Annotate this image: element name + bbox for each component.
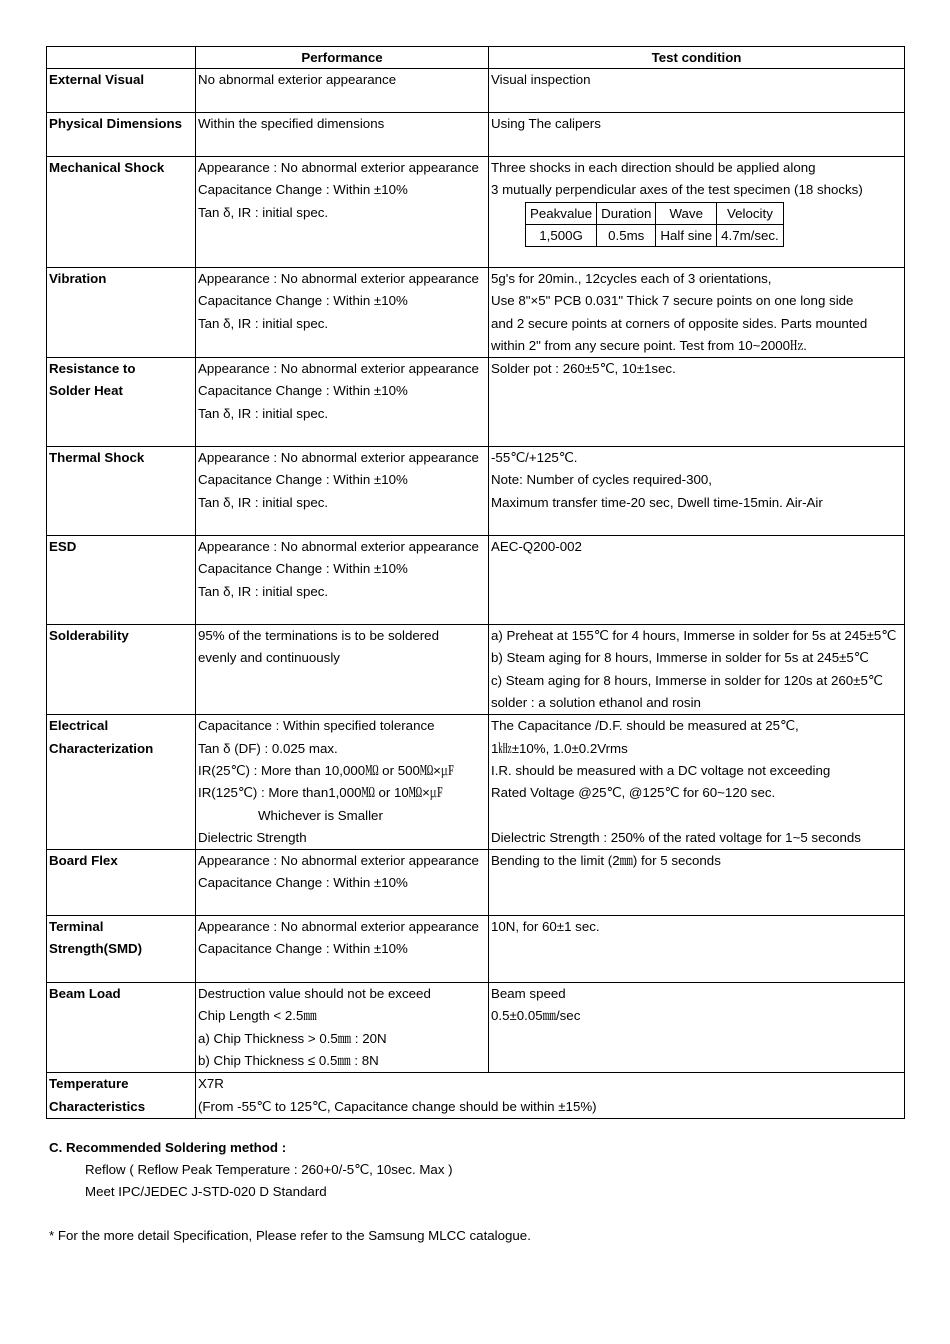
test-item-label: Solderability (49, 628, 129, 644)
test-condition-text: within 2" from any secure point. Test from 10~2000㎐. (491, 337, 808, 353)
performance-text: evenly and continuously (198, 650, 340, 666)
test-item-cell (47, 983, 196, 1073)
performance-text: Appearance : No abnormal exterior appearance (198, 361, 479, 377)
test-item-cell (47, 268, 196, 358)
performance-cell (196, 447, 489, 536)
test-condition-text: 10N, for 60±1 sec. (491, 919, 600, 935)
performance-text: No abnormal exterior appearance (198, 72, 397, 87)
performance-text: Destruction value should not be exceed (198, 986, 431, 1002)
test-condition-text: Dielectric Strength : 250% of the rated voltage for 1~5 seconds (491, 829, 861, 845)
test-item-cell (47, 157, 196, 268)
test-item-label: Thermal Shock (49, 450, 145, 466)
test-item-label: Solder Heat (49, 383, 123, 399)
performance-cell (196, 715, 489, 850)
test-item-label: Electrical (49, 718, 109, 734)
table-row (47, 268, 905, 358)
performance-text: Chip Length < 2.5㎜ (198, 1008, 317, 1024)
performance-text: IR(125℃) : More than1,000㏁ or 10㏁×㎌ (198, 785, 444, 801)
test-item-label: Board Flex (49, 853, 118, 869)
test-condition-text: a) Preheat at 155℃ for 4 hours, Immerse in solder for 5s at 245±5℃ (491, 628, 897, 644)
table-row (47, 113, 905, 157)
test-condition-text: The Capacitance /D.F. should be measured at 25℃, (491, 718, 799, 734)
performance-text: Capacitance Change : Within ±10% (198, 561, 408, 577)
test-item-label: Characteristics (49, 1098, 146, 1114)
performance-text: Within the specified dimensions (198, 116, 385, 131)
header-test-condition: Test condition (489, 47, 905, 69)
performance-text: Capacitance Change : Within ±10% (198, 293, 408, 309)
test-item-cell (47, 850, 196, 916)
test-item-label: Characterization (49, 740, 154, 756)
test-condition-text: Visual inspection (491, 72, 591, 87)
performance-text: Appearance : No abnormal exterior appearance (198, 160, 479, 175)
test-item-label: Temperature (49, 1076, 129, 1092)
test-condition-text: 3 mutually perpendicular axes of the test specimen (18 shocks) (491, 182, 863, 198)
test-item-label: Terminal (49, 919, 104, 935)
table-row (47, 850, 905, 916)
test-item-cell (47, 358, 196, 447)
performance-cell (196, 113, 489, 157)
performance-text: b) Chip Thickness ≤ 0.5㎜ : 8N (198, 1053, 379, 1069)
shock-header-cell: Velocity (717, 202, 784, 224)
test-condition-text: Three shocks in each direction should be applied along (491, 160, 816, 175)
test-condition-cell (489, 69, 905, 113)
table-header-row (47, 47, 905, 69)
shock-headers-row (526, 202, 784, 224)
test-item-cell (47, 113, 196, 157)
performance-text: Appearance : No abnormal exterior appearance (198, 539, 479, 555)
performance-text: Tan δ, IR : initial spec. (198, 405, 329, 421)
footnote: * For the more detail Specification, Please refer to the Samsung MLCC catalogue. (49, 1228, 531, 1243)
soldering-method-section (49, 1137, 453, 1203)
test-condition-text: solder : a solution ethanol and rosin (491, 695, 701, 711)
performance-cell (196, 358, 489, 447)
performance-text: Capacitance Change : Within ±10% (198, 941, 408, 957)
test-condition-text: Note: Number of cycles required-300, (491, 472, 712, 488)
performance-cell (196, 625, 489, 715)
test-item-label: Mechanical Shock (49, 160, 165, 175)
test-item-label: Vibration (49, 271, 107, 286)
test-condition-text: Maximum transfer time-20 sec, Dwell time-15min. Air-Air (491, 494, 823, 510)
performance-cell (196, 69, 489, 113)
test-item-label: Strength(SMD) (49, 941, 143, 957)
performance-text: Tan δ, IR : initial spec. (198, 204, 329, 220)
performance-text: Appearance : No abnormal exterior appearance (198, 919, 479, 935)
table-row (47, 916, 905, 983)
shock-parameters-table (525, 202, 784, 247)
performance-text: Capacitance Change : Within ±10% (198, 875, 408, 891)
performance-text: Tan δ, IR : initial spec. (198, 315, 329, 331)
test-condition-text: b) Steam aging for 8 hours, Immerse in solder for 5s at 245±5℃ (491, 650, 869, 666)
performance-text: 95% of the terminations is to be soldered (198, 628, 439, 644)
table-row (47, 157, 905, 268)
test-item-cell (47, 916, 196, 983)
table-row (47, 625, 905, 715)
test-condition-text: Use 8"×5" PCB 0.031" Thick 7 secure points on one long side (491, 293, 854, 309)
test-condition-text: 1㎑±10%, 1.0±0.2Vrms (491, 740, 628, 756)
shock-header-cell: Duration (597, 202, 656, 224)
reliability-test-table (46, 46, 905, 1119)
performance-text: Tan δ, IR : initial spec. (198, 583, 329, 599)
performance-cell (196, 268, 489, 358)
table-row (47, 1073, 905, 1119)
test-condition-cell (489, 850, 905, 916)
test-item-label: External Visual (49, 72, 145, 87)
performance-text: Appearance : No abnormal exterior appearance (198, 853, 479, 869)
test-item-cell (47, 447, 196, 536)
header-blank (47, 47, 196, 69)
test-item-cell (47, 536, 196, 625)
test-condition-text: and 2 secure points at corners of opposite sides. Parts mounted (491, 315, 868, 331)
test-item-cell (47, 715, 196, 850)
test-condition-cell (489, 715, 905, 850)
table-row (47, 983, 905, 1073)
test-item-cell (47, 69, 196, 113)
table-row (47, 715, 905, 850)
shock-value-cell: 0.5ms (597, 224, 656, 246)
test-condition-text: AEC-Q200-002 (491, 539, 582, 555)
soldering-line: Reflow ( Reflow Peak Temperature : 260+0/-5℃, 10sec. Max ) (85, 1162, 453, 1177)
performance-text: Appearance : No abnormal exterior appearance (198, 450, 479, 466)
test-condition-text: 0.5±0.05㎜/sec (491, 1008, 581, 1024)
shock-value-cell: 1,500G (526, 224, 597, 246)
test-item-label: Resistance to (49, 361, 136, 377)
test-condition-cell (489, 157, 905, 268)
shock-value-cell: 4.7m/sec. (717, 224, 784, 246)
performance-text: IR(25℃) : More than 10,000㏁ or 500㏁×㎌ (198, 762, 455, 778)
test-item-label: ESD (49, 539, 77, 555)
performance-text: Dielectric Strength (198, 829, 307, 845)
test-condition-cell (489, 113, 905, 157)
test-condition-cell (489, 916, 905, 983)
merged-cell (196, 1073, 905, 1119)
performance-text: Capacitance Change : Within ±10% (198, 472, 408, 488)
merged-text: X7R (198, 1076, 224, 1092)
performance-text: Tan δ (DF) : 0.025 max. (198, 740, 338, 756)
performance-cell (196, 850, 489, 916)
performance-text: Appearance : No abnormal exterior appearance (198, 271, 479, 286)
table-row (47, 358, 905, 447)
test-condition-cell (489, 268, 905, 358)
test-condition-cell (489, 447, 905, 536)
test-condition-cell (489, 983, 905, 1073)
test-condition-text: c) Steam aging for 8 hours, Immerse in solder for 120s at 260±5℃ (491, 672, 883, 688)
performance-cell (196, 157, 489, 268)
test-condition-cell (489, 625, 905, 715)
test-condition-text: 5g's for 20min., 12cycles each of 3 orientations, (491, 271, 772, 286)
performance-text: a) Chip Thickness > 0.5㎜ : 20N (198, 1030, 387, 1046)
performance-text: Whichever is Smaller (258, 807, 383, 823)
header-performance: Performance (196, 47, 489, 69)
performance-cell (196, 983, 489, 1073)
performance-text: Capacitance : Within specified tolerance (198, 718, 435, 734)
test-item-cell (47, 625, 196, 715)
test-condition-cell (489, 358, 905, 447)
test-condition-text: Beam speed (491, 986, 566, 1002)
performance-text: Tan δ, IR : initial spec. (198, 494, 329, 510)
table-row (47, 447, 905, 536)
test-condition-cell (489, 536, 905, 625)
test-item-label: Beam Load (49, 986, 121, 1002)
test-condition-text: Solder pot : 260±5℃, 10±1sec. (491, 361, 676, 377)
performance-text: Capacitance Change : Within ±10% (198, 182, 408, 198)
test-condition-text (491, 805, 902, 827)
shock-header-cell: Peakvalue (526, 202, 597, 224)
table-row (47, 536, 905, 625)
table-row (47, 69, 905, 113)
merged-text: (From -55℃ to 125℃, Capacitance change should be within ±15%) (198, 1098, 597, 1114)
test-condition-text: Using The calipers (491, 116, 601, 131)
test-condition-text: Rated Voltage @25℃, @125℃ for 60~120 sec. (491, 785, 776, 801)
test-condition-text: Bending to the limit (2㎜) for 5 seconds (491, 853, 721, 869)
test-condition-text: I.R. should be measured with a DC voltage not exceeding (491, 762, 831, 778)
shock-value-cell: Half sine (656, 224, 717, 246)
shock-header-cell: Wave (656, 202, 717, 224)
performance-cell (196, 916, 489, 983)
performance-text: Capacitance Change : Within ±10% (198, 383, 408, 399)
test-item-label: Physical Dimensions (49, 116, 183, 131)
performance-cell (196, 536, 489, 625)
test-condition-text: -55℃/+125℃. (491, 450, 578, 466)
soldering-line: Meet IPC/JEDEC J-STD-020 D Standard (85, 1184, 327, 1199)
test-item-cell (47, 1073, 196, 1119)
soldering-title: C. Recommended Soldering method : (49, 1140, 287, 1155)
shock-values-row (526, 224, 784, 246)
